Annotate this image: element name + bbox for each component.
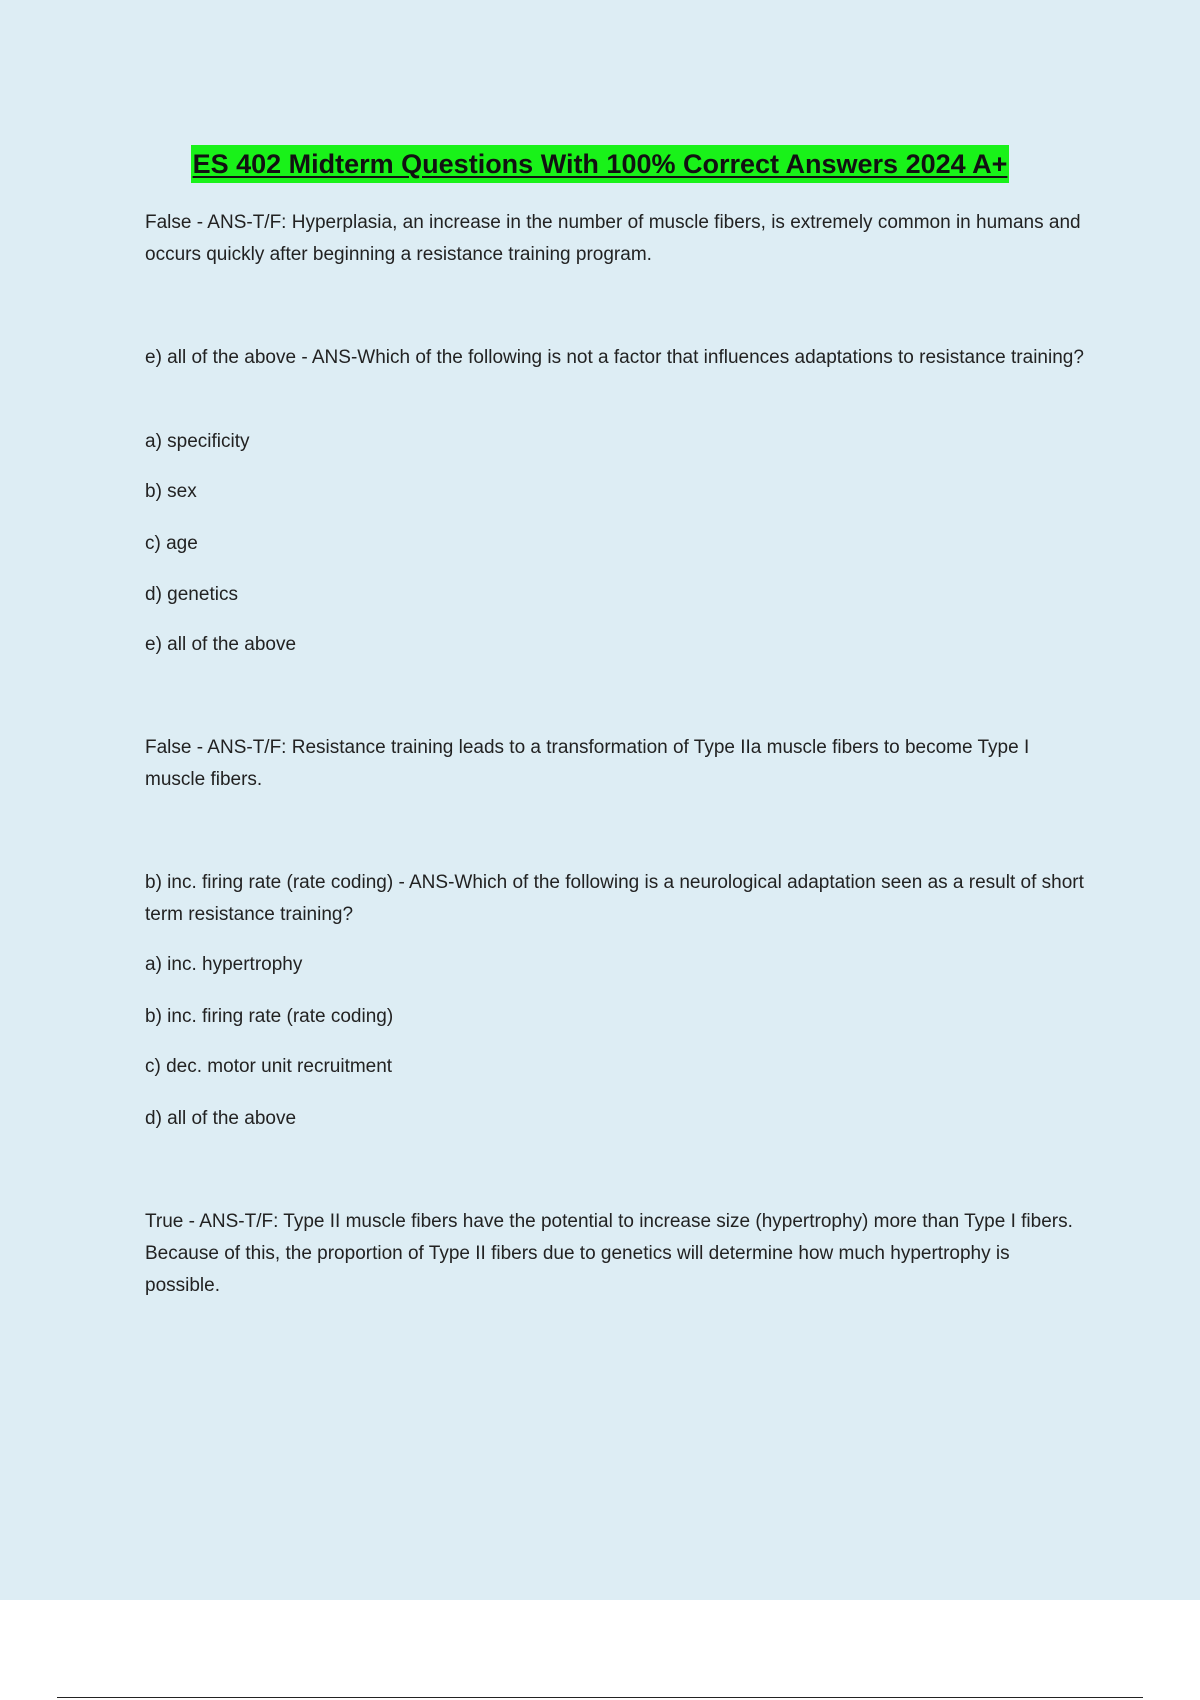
- question-answer-text: b) inc. firing rate (rate coding) - ANS-Which of the following is a neurological adaptation seen as a result of short term resistance training?: [145, 872, 1084, 925]
- title-container: [0, 145, 1200, 183]
- question-answer-text: True - ANS-T/F: Type II muscle fibers have the potential to increase size (hypertrophy) more than Type I fibers. Because of this, the proportion of Type II fibers due to genetics will determine how much hypertrophy is possible.: [145, 1211, 1073, 1296]
- question-answer-text: False - ANS-T/F: Hyperplasia, an increase in the number of muscle fibers, is extremely common in humans and occurs quickly after beginning a resistance training program.: [145, 212, 1081, 265]
- answer-option: b) sex: [145, 481, 197, 502]
- answer-option: d) all of the above: [145, 1108, 297, 1129]
- question-block: [145, 342, 1085, 374]
- question-block: [145, 867, 1085, 931]
- question-answer-text: e) all of the above - ANS-Which of the following is not a factor that influences adaptations to resistance training?: [145, 347, 1084, 368]
- answer-option: e) all of the above: [145, 634, 297, 655]
- answer-option: c) dec. motor unit recruitment: [145, 1056, 393, 1077]
- answer-option: a) inc. hypertrophy: [145, 954, 303, 975]
- answer-option: d) genetics: [145, 584, 238, 605]
- document-title: ES 402 Midterm Questions With 100% Correct Answers 2024 A+: [191, 145, 1010, 183]
- footer-rule: [57, 1697, 1143, 1698]
- question-block: [145, 1206, 1085, 1302]
- question-answer-text: False - ANS-T/F: Resistance training leads to a transformation of Type IIa muscle fibers to become Type I muscle fibers.: [145, 737, 1030, 790]
- answer-option: c) age: [145, 533, 198, 554]
- question-block: [145, 732, 1085, 796]
- answer-option: b) inc. firing rate (rate coding): [145, 1006, 394, 1027]
- answer-option: a) specificity: [145, 431, 250, 452]
- question-block: [145, 207, 1085, 271]
